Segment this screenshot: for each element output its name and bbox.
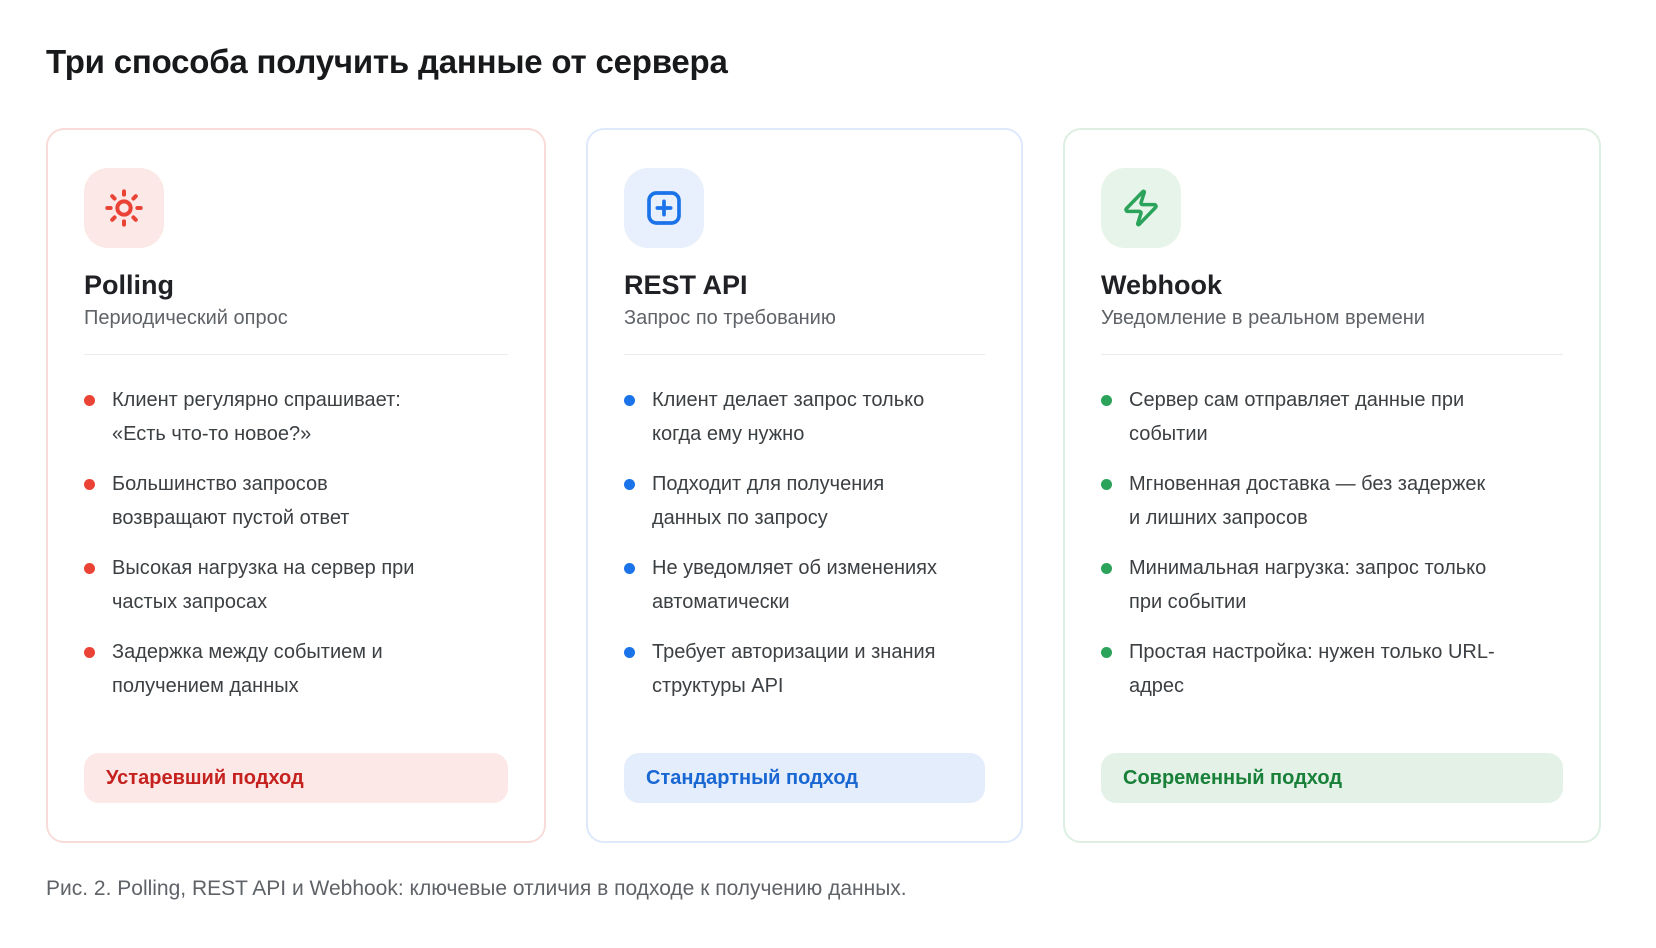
approach-badge bbox=[1101, 753, 1563, 803]
bullet-item bbox=[624, 383, 985, 451]
bullet-text: Клиент делает запрос только когда ему нужно bbox=[652, 389, 925, 445]
cards-row bbox=[46, 128, 1611, 843]
card-title: Polling bbox=[84, 270, 174, 300]
bullet-text: Большинство запросов возвращают пустой ответ bbox=[112, 473, 350, 529]
bullet-item bbox=[84, 467, 508, 535]
bullet-dot bbox=[84, 647, 95, 658]
square-plus-icon bbox=[644, 188, 684, 228]
page-title: Три способа получить данные от сервера bbox=[46, 43, 728, 80]
badge-label: Стандартный подход bbox=[646, 766, 859, 789]
bullet-item bbox=[1101, 383, 1563, 451]
bullet-item bbox=[624, 467, 985, 535]
bullet-text: Не уведомляет об изменениях автоматически bbox=[652, 557, 937, 613]
bullet-dot bbox=[624, 479, 635, 490]
bullet-item bbox=[624, 635, 985, 703]
bullet-text: Высокая нагрузка на сервер при частых запросах bbox=[112, 557, 415, 613]
card-title: Webhook bbox=[1101, 270, 1222, 300]
bullet-text: Задержка между событием и получением данных bbox=[112, 641, 383, 697]
bullet-dot bbox=[1101, 563, 1112, 574]
bullet-dot bbox=[84, 563, 95, 574]
bullet-dot bbox=[624, 395, 635, 406]
card-subtitle: Периодический опрос bbox=[84, 307, 288, 329]
bullet-dot bbox=[624, 647, 635, 658]
card-icon-box bbox=[1101, 168, 1181, 248]
bullet-dot bbox=[84, 479, 95, 490]
bullet-text: Требует авторизации и знания структуры API bbox=[652, 641, 936, 697]
bullet-item bbox=[624, 551, 985, 619]
card-polling bbox=[46, 128, 546, 843]
card-divider bbox=[84, 354, 508, 355]
bullet-text: Клиент регулярно спрашивает: «Есть что-то новое?» bbox=[112, 389, 401, 445]
card-icon-box bbox=[84, 168, 164, 248]
bullet-list bbox=[1101, 383, 1563, 703]
bullet-item bbox=[1101, 467, 1563, 535]
approach-badge bbox=[84, 753, 508, 803]
figure-caption: Рис. 2. Polling, REST API и Webhook: ключевые отличия в подходе к получению данных. bbox=[46, 877, 907, 900]
badge-label: Устаревший подход bbox=[106, 766, 304, 789]
approach-badge bbox=[624, 753, 985, 803]
bullet-dot bbox=[1101, 479, 1112, 490]
bullet-dot bbox=[84, 395, 95, 406]
card-divider bbox=[1101, 354, 1563, 355]
card-title: REST API bbox=[624, 270, 748, 300]
card-divider bbox=[624, 354, 985, 355]
zap-icon bbox=[1121, 188, 1161, 228]
bullet-item bbox=[84, 635, 508, 703]
bullet-item bbox=[1101, 635, 1563, 703]
bullet-item bbox=[84, 383, 508, 451]
bullet-text: Сервер сам отправляет данные при событии bbox=[1129, 389, 1465, 445]
bullet-list bbox=[84, 383, 508, 703]
bullet-dot bbox=[1101, 647, 1112, 658]
bullet-item bbox=[1101, 551, 1563, 619]
card-subtitle: Уведомление в реальном времени bbox=[1101, 307, 1425, 329]
sun-icon bbox=[104, 188, 144, 228]
card-subtitle: Запрос по требованию bbox=[624, 307, 836, 329]
bullet-text: Простая настройка: нужен только URL- адрес bbox=[1129, 641, 1495, 697]
card-webhook bbox=[1063, 128, 1601, 843]
bullet-item bbox=[84, 551, 508, 619]
badge-label: Современный подход bbox=[1123, 766, 1343, 789]
bullet-list bbox=[624, 383, 985, 703]
card-icon-box bbox=[624, 168, 704, 248]
card-rest-api bbox=[586, 128, 1023, 843]
bullet-text: Минимальная нагрузка: запрос только при событии bbox=[1129, 557, 1487, 613]
bullet-text: Подходит для получения данных по запросу bbox=[652, 473, 885, 529]
bullet-text: Мгновенная доставка — без задержек и лишних запросов bbox=[1129, 473, 1486, 529]
bullet-dot bbox=[624, 563, 635, 574]
bullet-dot bbox=[1101, 395, 1112, 406]
